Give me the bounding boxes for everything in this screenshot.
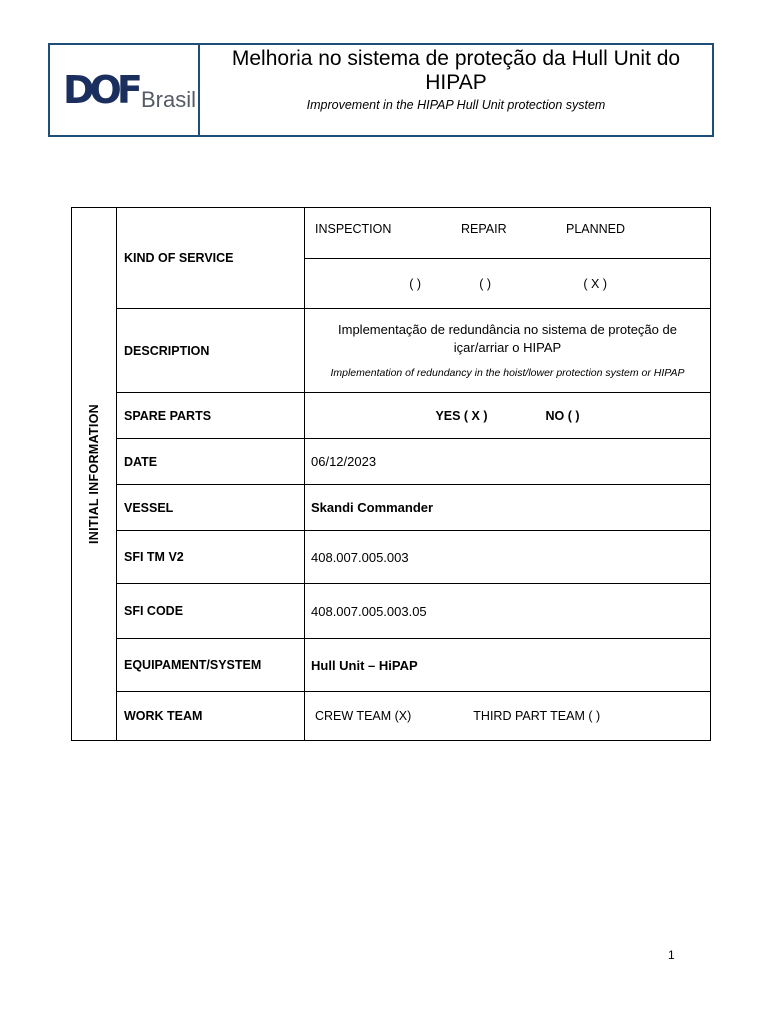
mark-repair[interactable]: ( ) — [479, 276, 491, 291]
service-options — [305, 222, 710, 236]
description-cell — [305, 309, 711, 393]
description-text-pt: Implementação de redundância no sistema de proteção de içar/arriar o HIPAP — [338, 322, 677, 355]
sfi-code-label: SFI CODE — [117, 584, 305, 639]
crew-team-option[interactable]: CREW TEAM (X) — [315, 709, 412, 723]
initial-information-table — [71, 207, 711, 741]
spare-parts-yes[interactable]: YES ( X ) — [435, 408, 488, 423]
option-repair: REPAIR — [461, 222, 507, 236]
sfi-code-value: 408.007.005.003.05 — [305, 584, 711, 639]
vessel-value: Skandi Commander — [305, 485, 711, 531]
vessel-label: VESSEL — [117, 485, 305, 531]
sfi-tm-value: 408.007.005.003 — [305, 531, 711, 584]
third-party-team-option[interactable]: THIRD PART TEAM ( ) — [473, 709, 601, 723]
service-marks-cell — [305, 259, 711, 309]
logo-subtitle: Brasil — [141, 87, 197, 112]
sfi-tm-label: SFI TM V2 — [117, 531, 305, 584]
spare-parts-no[interactable]: NO ( ) — [545, 408, 580, 423]
work-team-options — [305, 709, 710, 723]
work-team-label: WORK TEAM — [117, 692, 305, 741]
side-label-cell — [72, 208, 117, 741]
document-header — [48, 43, 714, 137]
mark-inspection[interactable]: ( ) — [409, 276, 421, 291]
service-options-cell — [305, 208, 711, 259]
title-block — [200, 45, 712, 135]
description-label: DESCRIPTION — [117, 309, 305, 393]
company-logo — [50, 45, 200, 135]
mark-planned[interactable]: ( X ) — [583, 276, 607, 291]
spare-parts-cell — [305, 393, 711, 439]
option-inspection: INSPECTION — [315, 222, 392, 236]
description-text-en: Implementation of redundancy in the hoist/lower protection system or HIPAP — [330, 367, 685, 379]
equipment-label: EQUIPAMENT/SYSTEM — [117, 639, 305, 692]
side-label: INITIAL INFORMATION — [87, 404, 101, 544]
document-subtitle: Improvement in the HIPAP Hull Unit protection system — [306, 98, 606, 112]
equipment-value: Hull Unit – HiPAP — [305, 639, 711, 692]
kind-of-service-label: KIND OF SERVICE — [117, 208, 305, 309]
document-title: Melhoria no sistema de proteção da Hull Unit do HIPAP — [231, 47, 681, 94]
work-team-cell — [305, 692, 711, 741]
page-number: 1 — [668, 948, 675, 962]
date-value: 06/12/2023 — [305, 439, 711, 485]
logo-mark — [57, 65, 197, 115]
option-planned: PLANNED — [566, 222, 626, 236]
logo-letters: DOF — [63, 68, 138, 112]
spare-parts-label: SPARE PARTS — [117, 393, 305, 439]
date-label: DATE — [117, 439, 305, 485]
service-marks — [305, 277, 710, 291]
spare-parts-options — [305, 409, 710, 423]
